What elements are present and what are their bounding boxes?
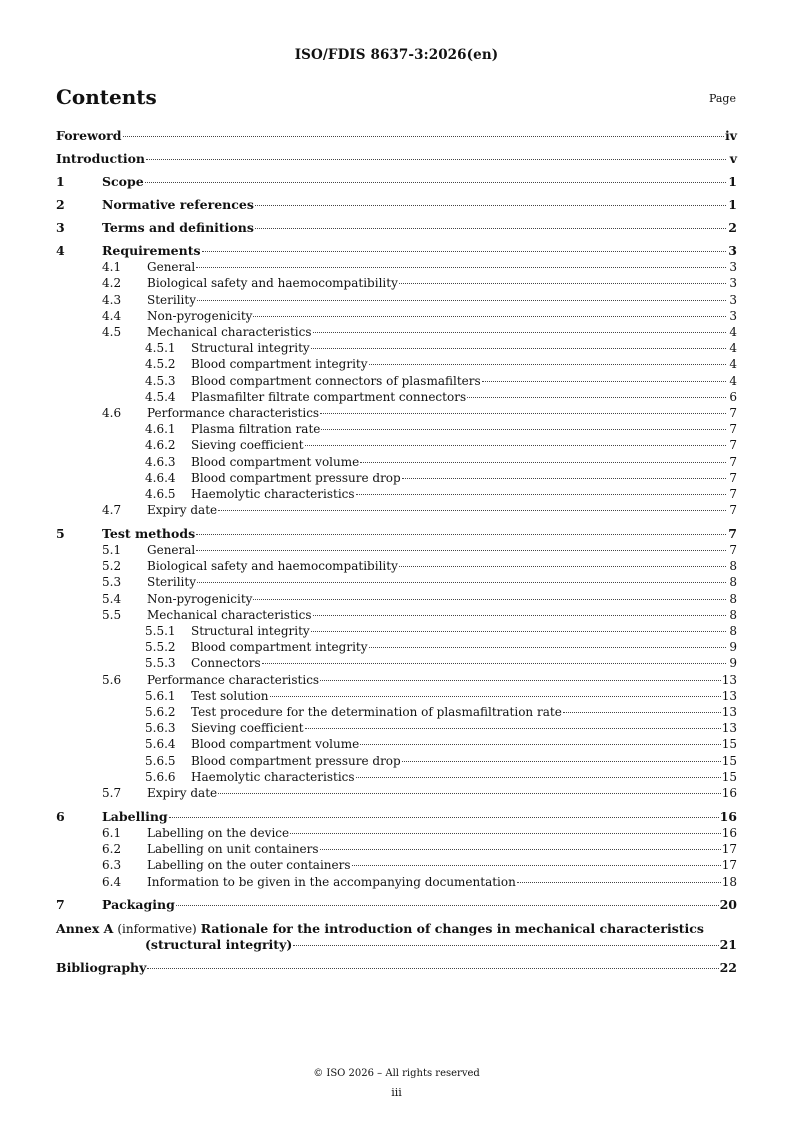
toc-entry-page: 4 <box>729 341 737 356</box>
toc-entry-page: 7 <box>729 454 737 469</box>
toc-entry-page: 9 <box>729 656 737 671</box>
toc-entry-s6-2[interactable] <box>56 841 737 857</box>
toc-entry-number: 4.5.1 <box>145 341 176 356</box>
toc-entry-s5-6-5[interactable] <box>56 753 737 769</box>
toc-entry-title[interactable]: Blood compartment integrity <box>191 640 368 655</box>
toc-entry-s5-6[interactable] <box>56 672 737 688</box>
toc-entry-s4-5-1[interactable] <box>56 340 737 356</box>
toc-entry-page: 8 <box>729 575 737 590</box>
toc-entry-title[interactable]: Plasmafilter filtrate compartment connectors <box>191 389 467 404</box>
toc-entry-number: 5.2 <box>102 559 122 574</box>
toc-entry-page: 13 <box>721 721 737 736</box>
toc-entry-page: iv <box>724 128 737 143</box>
toc-entry-title[interactable]: Test procedure for the determination of plasmafiltration rate <box>191 705 562 720</box>
annex-label: Annex A <box>56 920 114 936</box>
toc-entry-number: 5.5.1 <box>145 624 176 639</box>
toc-entry-s4-3[interactable] <box>56 292 737 308</box>
toc-entry-page: v <box>729 151 737 166</box>
dot-leader <box>321 429 726 430</box>
toc-entry-s5-4[interactable] <box>56 591 737 607</box>
toc-entry-title[interactable]: Blood compartment pressure drop <box>191 753 401 768</box>
toc-entry-page: 3 <box>729 260 737 275</box>
toc-entry-number: 4.1 <box>102 260 122 275</box>
toc-entry-title[interactable]: Sieving coefficient <box>191 438 304 453</box>
toc-entry-title[interactable]: Blood compartment integrity <box>191 357 368 372</box>
dot-leader <box>399 566 726 567</box>
annex-type: (informative) <box>117 921 197 936</box>
toc-entry-number: 4.4 <box>102 308 122 323</box>
dot-leader <box>320 413 726 414</box>
dot-leader <box>290 833 721 834</box>
toc-entry-title[interactable]: Mechanical characteristics <box>147 325 312 340</box>
dot-leader <box>123 136 724 137</box>
dot-leader <box>255 228 726 229</box>
toc-entry-title[interactable]: Blood compartment connectors of plasmafilters <box>191 373 481 388</box>
toc-entry-page: 13 <box>721 705 737 720</box>
copyright-footer: © ISO 2026 – All rights reserved <box>313 1068 480 1079</box>
toc-entry-page: 8 <box>729 559 737 574</box>
dot-leader <box>402 478 726 479</box>
toc-entry-s2[interactable] <box>56 197 737 213</box>
toc-entry-s5-2[interactable] <box>56 558 737 574</box>
toc-entry-s1[interactable] <box>56 174 737 190</box>
page-column-label: Page <box>708 92 736 105</box>
dot-leader <box>352 865 721 866</box>
toc-entry-page: 7 <box>729 406 737 421</box>
toc-entry-title[interactable]: Expiry date <box>147 503 218 518</box>
toc-entry-s4-6-1[interactable] <box>56 421 737 437</box>
page-number: iii <box>391 1086 402 1099</box>
toc-entry-page: 3 <box>729 276 737 291</box>
dot-leader <box>482 381 726 382</box>
toc-entry-s5-6-1[interactable] <box>56 688 737 704</box>
toc-entry-number: 5.1 <box>102 543 122 558</box>
dot-leader <box>176 905 719 906</box>
toc-entry-title[interactable]: Labelling on the outer containers <box>147 858 351 873</box>
dot-leader <box>147 968 718 969</box>
dot-leader <box>253 599 726 600</box>
toc-entry-number: 4.6 <box>102 406 122 421</box>
toc-entry-s7[interactable] <box>56 897 737 913</box>
dot-leader <box>467 397 726 398</box>
toc-entry-title[interactable]: Haemolytic characteristics <box>191 769 355 784</box>
toc-entry-s6-3[interactable] <box>56 857 737 873</box>
toc-entry-page: 2 <box>728 220 737 235</box>
toc-entry-bibliography[interactable] <box>56 960 737 976</box>
dot-leader <box>262 663 726 664</box>
dot-leader <box>270 696 721 697</box>
toc-entry-number: 4.5.2 <box>145 357 176 372</box>
toc-entry-number: 4.5.3 <box>145 373 176 388</box>
toc-entry-title[interactable]: General <box>147 260 196 275</box>
contents-title: Contents <box>56 85 157 109</box>
toc-entry-page: 13 <box>721 688 737 703</box>
dot-leader <box>293 945 718 946</box>
toc-entry-number: 7 <box>56 897 65 913</box>
dot-leader <box>399 283 726 284</box>
toc-entry-number: 4.5.4 <box>145 389 176 404</box>
toc-entry-title[interactable]: Test solution <box>191 688 269 703</box>
toc-entry-s4-6-2[interactable] <box>56 437 737 453</box>
toc-entry-title[interactable]: Normative references <box>102 197 254 212</box>
toc-entry-title[interactable]: Biological safety and haemocompatibility <box>147 276 398 291</box>
toc-entry-page: 8 <box>729 624 737 639</box>
toc-entry-number: 5 <box>56 525 65 541</box>
toc-entry-number: 4.6.5 <box>145 487 176 502</box>
dot-leader <box>320 849 721 850</box>
toc-entry-page: 15 <box>721 753 737 768</box>
toc-entry-number: 6.2 <box>102 842 122 857</box>
toc-entry-title[interactable]: Sieving coefficient <box>191 721 304 736</box>
toc-entry-title[interactable]: Requirements <box>102 243 201 258</box>
toc-entry-page: 15 <box>721 769 737 784</box>
toc-entry-page: 16 <box>719 808 737 824</box>
dot-leader <box>253 316 726 317</box>
toc-entry-title[interactable]: Scope <box>102 174 144 189</box>
toc-entry-number: 5.6.1 <box>145 688 176 703</box>
dot-leader <box>197 582 726 583</box>
toc-entry-title[interactable]: Information to be given in the accompanying documentation <box>147 874 516 889</box>
dot-leader <box>196 267 726 268</box>
toc-entry-s4-1[interactable] <box>56 259 737 275</box>
dot-leader <box>369 364 726 365</box>
dot-leader <box>320 680 721 681</box>
toc-entry-number: 4.7 <box>102 503 122 518</box>
toc-entry-title[interactable]: Expiry date <box>147 786 218 801</box>
dot-leader <box>146 159 726 160</box>
toc-entry-page: 7 <box>729 487 737 502</box>
toc-entry-number: 4.5 <box>102 325 122 340</box>
toc-entry-s4-7[interactable] <box>56 502 737 518</box>
toc-entry-title[interactable]: Packaging <box>102 897 175 913</box>
dot-leader <box>202 251 726 252</box>
toc-entry-number: 4 <box>56 243 65 258</box>
toc-entry-s5[interactable] <box>56 526 737 542</box>
toc-entry-s3[interactable] <box>56 220 737 236</box>
toc-entry-s5-6-3[interactable] <box>56 720 737 736</box>
toc-entry-title[interactable]: Labelling <box>102 808 168 824</box>
toc-entry-s4-6-5[interactable] <box>56 486 737 502</box>
toc-entry-title[interactable]: Blood compartment volume <box>191 454 360 469</box>
toc-entry-s5-5-3[interactable] <box>56 655 737 671</box>
toc-entry-s6-4[interactable] <box>56 874 737 890</box>
annex-title[interactable]: Rationale for the introduction of changes in mechanical characteristics <box>200 920 704 936</box>
toc-entry-page: 6 <box>729 389 737 404</box>
annex-title-line2 <box>56 937 737 953</box>
toc-entry-s4-2[interactable] <box>56 275 737 291</box>
toc-entry-number: 5.6.5 <box>145 753 176 768</box>
toc-entry-page: 1 <box>728 197 737 212</box>
toc-entry-s4-5-3[interactable] <box>56 373 737 389</box>
toc-entry-s4-6-3[interactable] <box>56 454 737 470</box>
annex-title-line1 <box>56 921 737 937</box>
toc-entry-number: 5.3 <box>102 575 122 590</box>
toc-entry-page: 16 <box>721 786 737 801</box>
toc-entry-page: 7 <box>729 543 737 558</box>
dot-leader <box>169 817 719 818</box>
dot-leader <box>313 615 727 616</box>
dot-leader <box>196 550 726 551</box>
toc-entry-number: 5.4 <box>102 591 122 606</box>
toc-entry-title[interactable]: Connectors <box>191 656 261 671</box>
toc-entry-annex-a[interactable] <box>56 921 737 953</box>
toc-entry-s5-7[interactable] <box>56 785 737 801</box>
toc-entry-s5-5-1[interactable] <box>56 623 737 639</box>
toc-entry-intro[interactable] <box>56 151 737 167</box>
dot-leader <box>305 728 721 729</box>
toc-entry-title[interactable]: Sterility <box>147 292 196 307</box>
toc-entry-title[interactable]: Non-pyrogenicity <box>147 591 253 606</box>
toc-entry-title[interactable]: Foreword <box>56 128 122 143</box>
toc-entry-s4-5-2[interactable] <box>56 356 737 372</box>
toc-entry-page: 3 <box>728 243 737 258</box>
toc-entry-s4-5-4[interactable] <box>56 389 737 405</box>
document-header: ISO/FDIS 8637-3:2026(en) <box>294 47 499 63</box>
toc-entry-s5-3[interactable] <box>56 574 737 590</box>
toc-entry-title[interactable]: Performance characteristics <box>147 672 320 687</box>
toc-entry-number: 5.6.6 <box>145 769 176 784</box>
dot-leader <box>255 205 726 206</box>
toc-entry-title[interactable]: Blood compartment volume <box>191 737 360 752</box>
toc-entry-title[interactable]: Non-pyrogenicity <box>147 308 253 323</box>
toc-entry-title[interactable]: General <box>147 543 196 558</box>
toc-entry-title[interactable]: Sterility <box>147 575 196 590</box>
toc-entry-number: 5.6 <box>102 672 122 687</box>
bibliography-title[interactable]: Bibliography <box>56 960 147 976</box>
toc-entry-s5-6-2[interactable] <box>56 704 737 720</box>
toc-entry-page: 17 <box>721 858 737 873</box>
toc-entry-page: 17 <box>721 842 737 857</box>
toc-entry-number: 5.6.3 <box>145 721 176 736</box>
toc-entry-page: 4 <box>729 373 737 388</box>
toc-entry-s5-1[interactable] <box>56 542 737 558</box>
dot-leader <box>218 510 726 511</box>
toc-entry-s4-4[interactable] <box>56 308 737 324</box>
toc-entry-s4-6-4[interactable] <box>56 470 737 486</box>
toc-entry-fw[interactable] <box>56 128 737 144</box>
toc-entry-title[interactable]: Blood compartment pressure drop <box>191 470 401 485</box>
dot-leader <box>356 494 726 495</box>
dot-leader <box>517 882 721 883</box>
toc-entry-s4[interactable] <box>56 243 737 259</box>
dot-leader <box>563 712 721 713</box>
dot-leader <box>311 631 726 632</box>
toc-entry-number: 3 <box>56 220 65 235</box>
toc-entry-title[interactable]: Mechanical characteristics <box>147 607 312 622</box>
toc-entry-number: 4.2 <box>102 276 122 291</box>
dot-leader <box>145 182 726 183</box>
annex-page: 21 <box>719 936 737 952</box>
toc-entry-page: 1 <box>728 174 737 189</box>
toc-entry-number: 5.5.3 <box>145 656 176 671</box>
toc-entry-page: 3 <box>729 308 737 323</box>
toc-entry-number: 5.7 <box>102 786 122 801</box>
toc-entry-title[interactable]: Test methods <box>102 525 196 541</box>
table-of-contents <box>56 128 737 976</box>
toc-entry-number: 1 <box>56 174 65 189</box>
dot-leader <box>402 761 721 762</box>
toc-entry-s5-5-2[interactable] <box>56 639 737 655</box>
toc-entry-number: 4.6.3 <box>145 454 176 469</box>
dot-leader <box>196 534 726 535</box>
toc-entry-title[interactable]: Haemolytic characteristics <box>191 487 355 502</box>
toc-entry-s5-6-6[interactable] <box>56 769 737 785</box>
dot-leader <box>313 332 727 333</box>
dot-leader <box>360 462 726 463</box>
toc-entry-page: 7 <box>729 470 737 485</box>
toc-entry-number: 5.5.2 <box>145 640 176 655</box>
toc-entry-title[interactable]: Labelling on the device <box>147 825 290 840</box>
toc-entry-page: 15 <box>721 737 737 752</box>
toc-entry-page: 20 <box>719 897 737 913</box>
toc-entry-page: 18 <box>721 874 737 889</box>
toc-entry-title[interactable]: Introduction <box>56 151 146 166</box>
toc-entry-page: 13 <box>721 672 737 687</box>
toc-entry-number: 4.6.1 <box>145 422 176 437</box>
toc-entry-number: 6.1 <box>102 825 122 840</box>
annex-title-continued[interactable]: (structural integrity) <box>145 936 293 952</box>
toc-entry-number: 4.3 <box>102 292 122 307</box>
toc-entry-page: 7 <box>729 503 737 518</box>
toc-entry-number: 4.6.4 <box>145 470 176 485</box>
toc-entry-number: 5.5 <box>102 607 122 622</box>
dot-leader <box>311 348 726 349</box>
toc-entry-number: 6.3 <box>102 858 122 873</box>
toc-entry-number: 6 <box>56 808 65 824</box>
toc-entry-page: 4 <box>729 325 737 340</box>
toc-entry-number: 2 <box>56 197 65 212</box>
toc-entry-number: 4.6.2 <box>145 438 176 453</box>
dot-leader <box>356 777 721 778</box>
toc-entry-title[interactable]: Plasma filtration rate <box>191 422 321 437</box>
toc-entry-s4-6[interactable] <box>56 405 737 421</box>
toc-entry-s5-6-4[interactable] <box>56 736 737 752</box>
toc-entry-number: 6.4 <box>102 874 122 889</box>
toc-entry-title[interactable]: Labelling on unit containers <box>147 842 319 857</box>
toc-entry-title[interactable]: Structural integrity <box>191 624 310 639</box>
dot-leader <box>218 793 721 794</box>
toc-entry-page: 4 <box>729 357 737 372</box>
toc-entry-number: 5.6.2 <box>145 705 176 720</box>
toc-entry-page: 9 <box>729 640 737 655</box>
toc-entry-page: 8 <box>729 591 737 606</box>
toc-entry-title[interactable]: Terms and definitions <box>102 220 254 235</box>
toc-entry-title[interactable]: Biological safety and haemocompatibility <box>147 559 398 574</box>
dot-leader <box>360 744 721 745</box>
toc-entry-page: 16 <box>721 825 737 840</box>
dot-leader <box>305 445 726 446</box>
toc-entry-s5-5[interactable] <box>56 607 737 623</box>
toc-entry-number: 5.6.4 <box>145 737 176 752</box>
toc-entry-page: 7 <box>729 438 737 453</box>
toc-entry-page: 7 <box>729 422 737 437</box>
toc-entry-s4-5[interactable] <box>56 324 737 340</box>
dot-leader <box>197 300 726 301</box>
toc-entry-s6[interactable] <box>56 809 737 825</box>
toc-entry-title[interactable]: Structural integrity <box>191 341 310 356</box>
toc-entry-s6-1[interactable] <box>56 825 737 841</box>
dot-leader <box>369 647 726 648</box>
toc-entry-title[interactable]: Performance characteristics <box>147 406 320 421</box>
toc-entry-page: 8 <box>729 607 737 622</box>
toc-entry-page: 3 <box>729 292 737 307</box>
bibliography-page: 22 <box>719 960 737 976</box>
toc-entry-page: 7 <box>728 525 737 541</box>
